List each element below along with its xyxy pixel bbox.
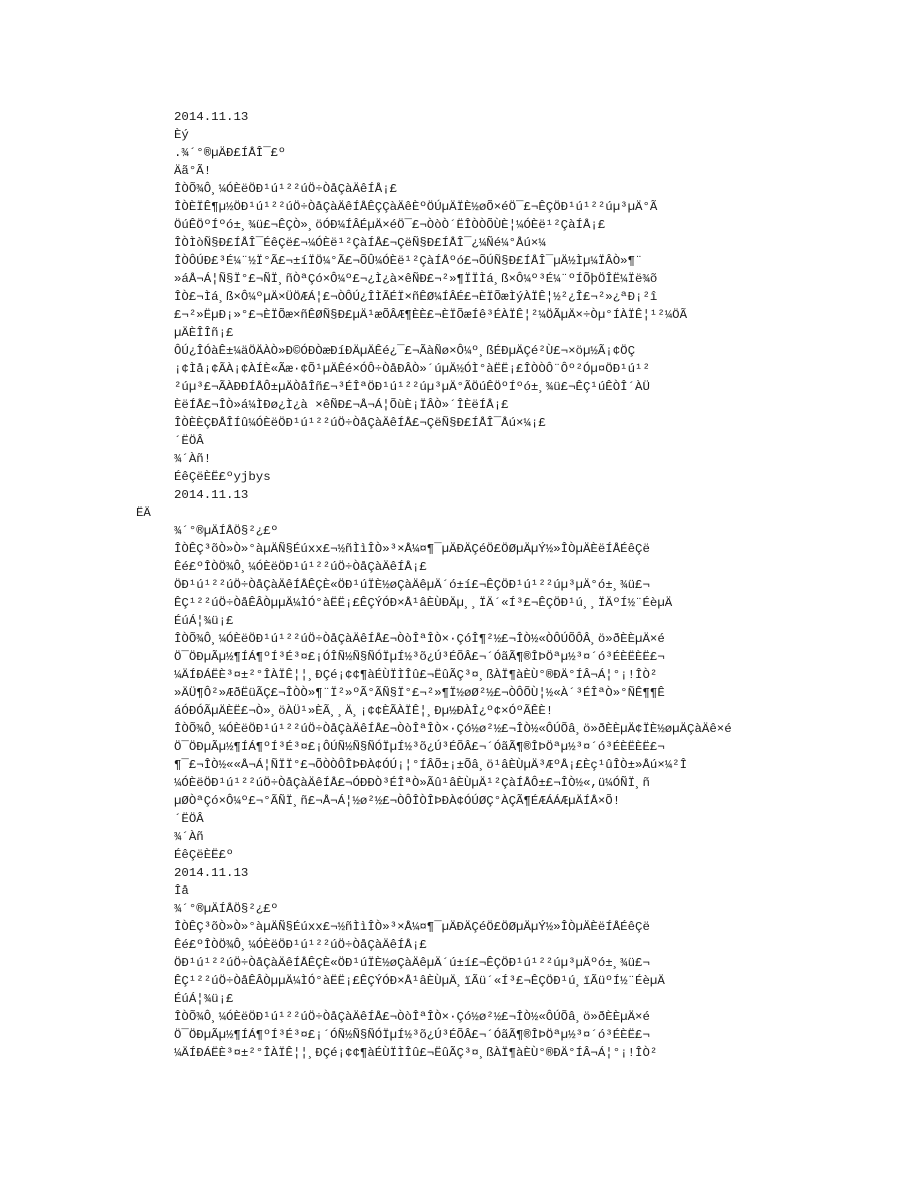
body-text-line: ÖÐ¹ú¹²²úÖ÷ÒåÇàÄêÍÅÊÇÈ«ÖÐ¹úÏÈ½øÇàÄêµÄ´ú±í£¬ÊÇÖÐ¹ú¹²²úµ³µÄºó±¸¾ü£¬ — [174, 956, 650, 970]
body-text-line: ¼ÄÍÐÁËÈ³¤±²°ÎÀÏÊ¦¦¸ÐÇé¡¢¢¶àÉÙÏÌÎû£¬ËûÃÇ³¤¸ßÀÏ¶àÈÙ°®ÐÄ°ÍÂ¬Á¦°¡!ÎÒ² — [174, 668, 658, 682]
greeting: Äã°Ã! — [174, 164, 212, 178]
body-text-line: ÎÒÌòÑ§Ð£ÍÅÎ¯ÉêÇë£¬¼ÓÈë¹²ÇàÍÅ£¬ÇëÑ§Ð£ÍÅÎ¯¿¼Ñé¼°Åú×¼ — [174, 236, 546, 250]
body-text-line: ¡¢Ìå¡¢ÃÀ¡¢ÀÍÈ«Ãæ·¢Õ¹µÄÊé×ÓÔ÷ÒåÐÂÒ»´úµÄ½ÓÌ°àËË¡£ÎÒÒÔ¨Ôº²Óµ¤ÖÐ¹ú¹² — [174, 362, 650, 376]
body-text-line: ÎÒÕ¾Ô¸¼ÓÈëÖÐ¹ú¹²²úÖ÷ÒåÇàÄêÍÅ£¬ÒòÎªÎÒ×·ÇóÎ¶²½£¬ÎÒ½«ÒÔÚÕÔÂ¸ö»ðÈÈµÄ×é — [174, 632, 665, 646]
body-text-line: ÖÐ¹ú¹²²úÖ÷ÒåÇàÄêÍÅÊÇÈ«ÖÐ¹úÏÈ½øÇàÄêµÄ´ó±í£¬ÊÇÖÐ¹ú¹²²úµ³µÄ°ó±¸¾ü£¬ — [174, 578, 650, 592]
body-text-line: ¼ÄÍÐÁËÈ³¤±²°ÎÀÏÊ¦¦¸ÐÇé¡¢¢¶àÉÙÏÌÎû£¬ËûÃÇ³¤¸ßÀÏ¶àÈÙ°®ÐÄ°ÍÂ¬Á¦°¡!ÎÒ² — [174, 1046, 658, 1060]
body-text-line: £¬²»ËµÐ¡»°£¬ÈÏÕæ×ñÊØÑ§Ð£µÄ¹æÕÂÆ¶ÈÈ£¬ÈÏÕæÍê³ÉÀÏÊ¦²¼ÖÃµÄ×÷Òµ°ÍÀÏÊ¦¹²¼ÖÃ — [174, 308, 688, 322]
closing-line: ´ËÖÂ — [174, 434, 204, 448]
body-text-line: ÎÒÔÚÐ£³É¼¨½Ï°Ã£¬±íÏÖ¼°Ã£¬ÕÛ¼ÓÈë¹²ÇàÍÅºó£¬ÕÚÑ§Ð£ÍÅÎ¯µÄ½Ìµ¼ÏÂÒ»¶¨ — [174, 254, 643, 268]
body-text-line: ÖúÊÖºÍºó±¸¾ü£¬ÊÇÒ»¸öÓÐ¼ÍÂÉµÄ×éÖ¯£¬ÒòÒ´ËÎÒÒÕÙÈ¦¼ÓÈë¹²ÇàÍÅ¡£ — [174, 218, 606, 232]
body-text-line: Ö¯ÖÐµÃµ½¶ÍÁ¶ºÍ³É³¤£¡´ÓÑ½Ñ§ÑÓÏµÍ½³õ¿Ú³ÉÕÂ£¬´ÓãÃ¶®ÎÞÖªµ½³¤´ó³ÉÈË£¬ — [174, 1028, 650, 1042]
date-line: 2014.11.13 — [174, 110, 249, 124]
body-text-line: ÎÒÕ¾Ô¸¼ÓÈëÖÐ¹ú¹²²úÖ÷ÒåÇàÄêÍÅ¡£ — [174, 182, 398, 196]
body-text-line: ¼ÓÈëÖÐ¹ú¹²²úÖ÷ÒåÇàÄêÍÅ£¬ÓÐÐÒ³ÉÎªÒ»Ãû¹âÈÙµÄ¹²ÇàÍÅÔ±£¬ÎÒ½«,ü¼ÓÑÏ¸ñ — [174, 776, 650, 790]
body-text-line: ÎÒÕ¾Ô¸¼ÓÈëÖÐ¹ú¹²²úÖ÷ÒåÇàÄêÍÅ£¬ÒòÎªÎÒ×·Çó½ø²½£¬ÎÒ½«ÔÚÕâ¸ö»ðÈÈµÄ×é — [174, 1010, 650, 1024]
body-text-line: ÎÒÊÇ³õÒ»Ò»°àµÄÑ§Éúxx£¬½ñÌìÎÒ»³×Å¼¤¶¯µÄÐÄÇéÖ£ÖØµÄµÝ½»ÎÒµÄÈëÍÅÉêÇë — [174, 920, 650, 934]
body-text-line: Ö¯ÖÐµÃµ½¶ÍÁ¶ºÍ³É³¤£¡ÓÎÑ½Ñ§ÑÓÏµÍ½³õ¿Ú³ÉÕÂ£¬´ÓãÃ¶®ÎÞÖªµ½³¤´ó³ÉÈËÈË£¬ — [174, 650, 665, 664]
applicant-line: ÉêÇëÈË£º — [174, 848, 234, 862]
closing-line: ´ËÖÂ — [174, 812, 204, 826]
body-text-line: Êé£ºÎÒÖ¾Ô¸¼ÓÈëÖÐ¹ú¹²²úÖ÷ÒåÇàÄêÍÅ¡£ — [174, 560, 427, 574]
section-number: Îå — [174, 884, 189, 898]
body-text-line: ÎÒÈÈÇÐÅÎÍû¼ÓÈëÖÐ¹ú¹²²úÖ÷ÒåÇàÄêÍÅ£¬ÇëÑ§Ð£ÍÅÎ¯Åú×¼¡£ — [174, 416, 546, 430]
body-text-line: µÄÈÎÎñ¡£ — [174, 326, 234, 340]
body-text-line: ÊÇ¹²²úÖ÷ÒåÊÂÒµµÄ¼ÌÓ°àËË¡£ÊÇÝÓÐ×Å¹âÈÙÐÄµ¸¸ÏÄ´«Í³£¬ÊÇÖÐ¹ú¸¸ÏÄºÍ½¨ÉèµÄ — [174, 596, 673, 610]
closing-regards: ¾´Àñ — [174, 830, 204, 844]
body-text-line: »ÄÜ¶Ô²»ÆðËüÃÇ£¬ÎÒÒ»¶¨Ï²»ºÃ°ÃÑ§Ï°£¬²»¶Ï½øØ²½£¬ÒÔÕÙ¦½«À´³ÉÎªÒ»°ÑÊ¶¶Ê — [174, 686, 665, 700]
date-line: 2014.11.13 — [174, 866, 249, 880]
body-text-line: ²úµ³£¬ÃÀÐÐÍÅÔ±µÄÒåÎñ£¬³ÉÎªÖÐ¹ú¹²²úµ³µÄ°ÃÖúÊÖºÍºó±¸¾ü£¬ÊÇ¹úÊÒÎ´ÀÜ — [174, 380, 650, 394]
closing-regards: ¾´Àñ! — [174, 452, 212, 466]
body-text-line: ÎÒÊÇ³õÒ»Ò»°àµÄÑ§Éúxx£¬½ñÌìÎÒ»³×Å¼¤¶¯µÄÐÄÇéÖ£ÖØµÄµÝ½»ÎÒµÄÈëÍÅÉêÇë — [174, 542, 650, 556]
section-number: ËÄ — [136, 506, 151, 520]
body-text-line: Ö¯ÖÐµÃµ½¶ÍÁ¶ºÍ³É³¤£¡ÔÚÑ½Ñ§ÑÓÏµÍ½³õ¿Ú³ÉÕÂ£¬´ÓãÃ¶®ÎÞÖªµ½³¤´ó³ÉÈËÈË£¬ — [174, 740, 665, 754]
salutation: ¾´°®µÄÍÅÖ§²¿£º — [174, 524, 279, 538]
applicant-line: ÉêÇëÈË£ºyjbys — [174, 470, 271, 484]
body-text-line: ÉúÁ¦¾ü¡£ — [174, 992, 234, 1006]
date-line: 2014.11.13 — [174, 488, 249, 502]
section-number: Èý — [174, 128, 189, 142]
body-text-line: µØÒªÇó×Ô¼º£¬°ÃÑÏ¸ñ£¬Å¬Á¦½ø²½£¬ÒÔÎÒÎÞÐÀ¢ÓÚØÇ°ÀÇÃ¶ÉÆÁÁÆµÄÍÅ×Õ! — [174, 794, 621, 808]
body-text-line: Êé£ºÎÒÖ¾Ô¸¼ÓÈëÖÐ¹ú¹²²úÖ÷ÒåÇàÄêÍÅ¡£ — [174, 938, 427, 952]
body-text-line: »áÅ¬Á¦Ñ§Ï°£¬ÑÏ¸ñÒªÇó×Ô¼º£¬¿Ì¿à×êÑÐ£¬²»¶ÏÏÌá¸ß×Ô¼º³É¼¨ºÍÕþÖÎË¼Ïë¾õ — [174, 272, 658, 286]
body-text-line: áÓÐÓÃµÄÈË£¬Ò»¸öÀÜ¹»ÈÃ¸¸Ä¸¡¢¢ÈÃÀÏÊ¦¸Ðµ½ÐÀÎ¿º¢×ÓºÃÊÈ! — [174, 704, 554, 718]
body-text-line: ÉúÁ¦¾ü¡£ — [174, 614, 234, 628]
body-text-line: ÊÇ¹²²úÖ÷ÒåÊÂÒµµÄ¼ÌÓ°àËË¡£ÊÇÝÓÐ×Å¹âÈÙµÄ¸ïÃü´«Í³£¬ÊÇÖÐ¹ú¸ïÃüºÍ½¨ÉèµÄ — [174, 974, 665, 988]
body-text-line: ÎÒ£¬Ìá¸ß×Ô¼ºµÄ×ÜÖÆÁ¦£¬ÒÔÚ¿ÎÌÃÉÏ×ñÊØ¼ÍÂÉ£¬ÈÏÕæÌýÀÏÊ¦½²¿Î£¬²»¿ªÐ¡²î — [174, 290, 658, 304]
body-text-line: ÎÒÈÏÊ¶µ½ÖÐ¹ú¹²²úÖ÷ÒåÇàÄêÍÅÊÇÇàÄêÈºÖÚµÄÏÈ½øÕ×éÖ¯£¬ÊÇÖÐ¹ú¹²²úµ³µÄ°Ã — [174, 200, 658, 214]
body-text-line: ¶¯£¬ÎÒ½««Å¬Á¦ÑÏÏ°£¬ÕÒÒÔÎÞÐÀ¢ÓÚ¡¦°ÍÂÕ±¡±Õâ¸ö¹âÈÙµÄ³ÆºÅ¡£Èç¹ûÎÒ±»Åú×¼²Î — [174, 758, 688, 772]
salutation: .¾´°®µÄÐ£ÍÅÎ¯£º — [174, 146, 286, 160]
salutation: ¾´°®µÄÍÅÖ§²¿£º — [174, 902, 279, 916]
body-text-line: ÔÚ¿ÎÓàÊ±¼äÖÄÀÒ»Ð©ÓÐÒæÐíÐÄµÄÊé¿¯£¬ÃàÑø×Ô¼º¸ßÉÐµÄÇé²Ù£¬×öµ½Ã¡¢ÖÇ — [174, 344, 636, 358]
body-text-line: ÎÒÕ¾Ô¸¼ÓÈëÖÐ¹ú¹²²úÖ÷ÒåÇàÄêÍÅ£¬ÒòÎªÎÒ×·Çó½ø²½£¬ÎÒ½«ÔÚÕâ¸ö»ðÈÈµÄ¢ÏÈ½øµÄÇàÄê×é — [174, 722, 732, 736]
body-text-line: ÈëÍÅ£¬ÎÒ»á¼ÌÐø¿Ì¿à ×êÑÐ£¬Å¬Á¦ÕùÈ¡ÏÂÒ»´ÎÈëÍÅ¡£ — [174, 398, 509, 412]
